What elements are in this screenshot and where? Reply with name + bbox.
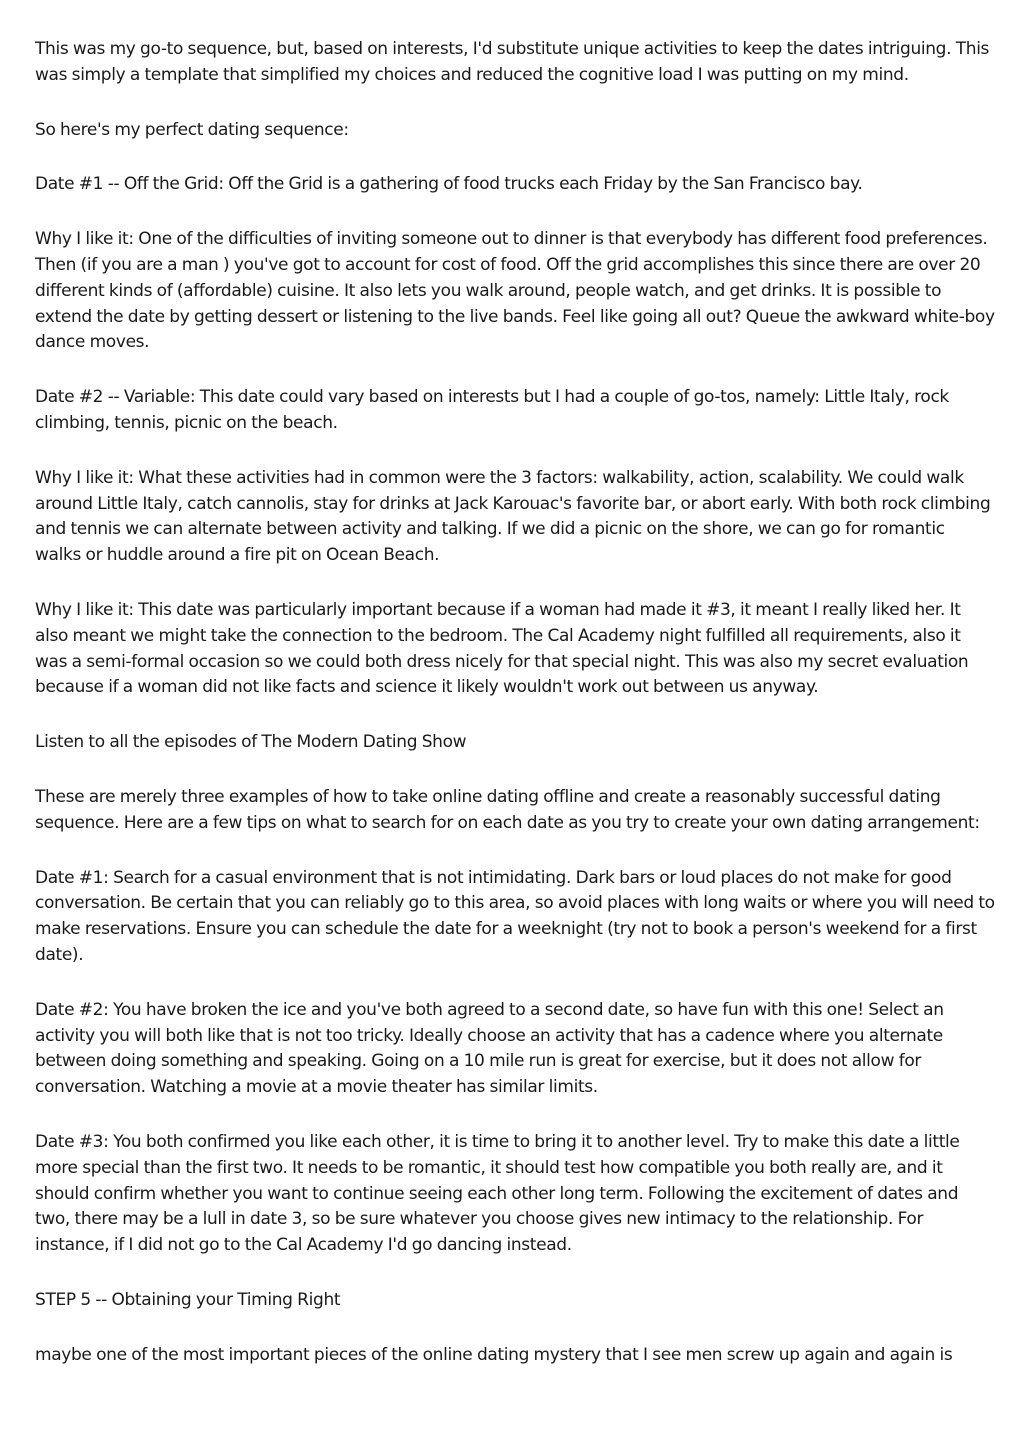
paragraph-date-3-why: Why I like it: This date was particularly important because if a woman had made it #3, it meant I really liked her. It also meant we might take the connection to the bedroom. The Cal Academy night fulfilled all requirements, also it was a semi-formal occasion so we could both dress nicely for that special night. This was also my secret evaluation because if a woman did not like facts and science it likely wouldn't work out between us anyway. xyxy=(35,599,969,698)
paragraph-date-2: Date #2 -- Variable: This date could vary based on interests but I had a couple of go-tos, namely: Little Italy, rock climbing, tennis, picnic on the beach. xyxy=(35,387,949,433)
paragraph-tip-date-1: Date #1: Search for a casual environment that is not intimidating. Dark bars or loud places do not make for good conversation. Be certain that you can reliably go to this area, so avoid places with long waits or where you will need to make reservations. Ensure you can schedule the date for a weeknight (try not to book a person's weekend for a first date). xyxy=(35,867,995,965)
paragraph-examples: These are merely three examples of how to take online dating offline and create a reasonably successful dating sequence. Here are a few tips on what to search for on each date as you try to create your own dating arrangement: xyxy=(35,786,980,833)
paragraph-date-1: Date #1 -- Off the Grid: Off the Grid is a gathering of food trucks each Friday by the San Francisco bay. xyxy=(35,174,863,195)
paragraph-step-5-heading: STEP 5 -- Obtaining your Timing Right xyxy=(35,1289,341,1310)
paragraph-date-2-why: Why I like it: What these activities had in common were the 3 factors: walkability, action, scalability. We could walk around Little Italy, catch cannolis, stay for drinks at Jack Karouac's favorite bar, or abort early. With both rock climbing and tennis we can alternate between activity and talking. If we did a picnic on the shore, we can go for romantic walks or huddle around a fire pit on Ocean Beach. xyxy=(35,467,991,566)
paragraph-timing: maybe one of the most important pieces of the online dating mystery that I see men screw up again and again is xyxy=(35,1344,953,1365)
paragraph-sequence-heading: So here's my perfect dating sequence: xyxy=(35,119,349,140)
paragraph-tip-date-2: Date #2: You have broken the ice and you've both agreed to a second date, so have fun with this one! Select an activity you will both like that is not too tricky. Ideally choose an activity that has a cadence where you alternate between doing something and speaking. Going on a 10 mile run is great for exercise, but it does not allow for conversation. Watching a movie at a movie theater has similar limits. xyxy=(35,999,944,1098)
paragraph-intro: This was my go-to sequence, but, based on interests, I'd substitute unique activities to keep the dates intriguing. This was simply a template that simplified my choices and reduced the cognitive load I was putting on my mind. xyxy=(35,39,990,85)
paragraph-tip-date-3: Date #3: You both confirmed you like each other, it is time to bring it to another level. Try to make this date a little more special than the first two. It needs to be romantic, it should test how compatible you both really are, and it should confirm whether you want to continue seeing each other long term. Following the excitement of dates and two, there may be a lull in date 3, so be sure whatever you choose gives new intimacy to the relationship. For instance, if I did not go to the Cal Academy I'd go dancing instead. xyxy=(35,1131,960,1256)
paragraph-podcast-line: Listen to all the episodes of The Modern Dating Show xyxy=(35,732,467,753)
article-body xyxy=(35,37,995,1397)
paragraph-date-1-why: Why I like it: One of the difficulties of inviting someone out to dinner is that everybody has different food preferences. Then (if you are a man ) you've got to account for cost of food. Off the grid accomplishes this since there are over 20 different kinds of (affordable) cuisine. It also lets you walk around, people watch, and get drinks. It is possible to extend the date by getting dessert or listening to the live bands. Feel like going all out? Queue the awkward white-boy dance moves. xyxy=(35,229,995,353)
